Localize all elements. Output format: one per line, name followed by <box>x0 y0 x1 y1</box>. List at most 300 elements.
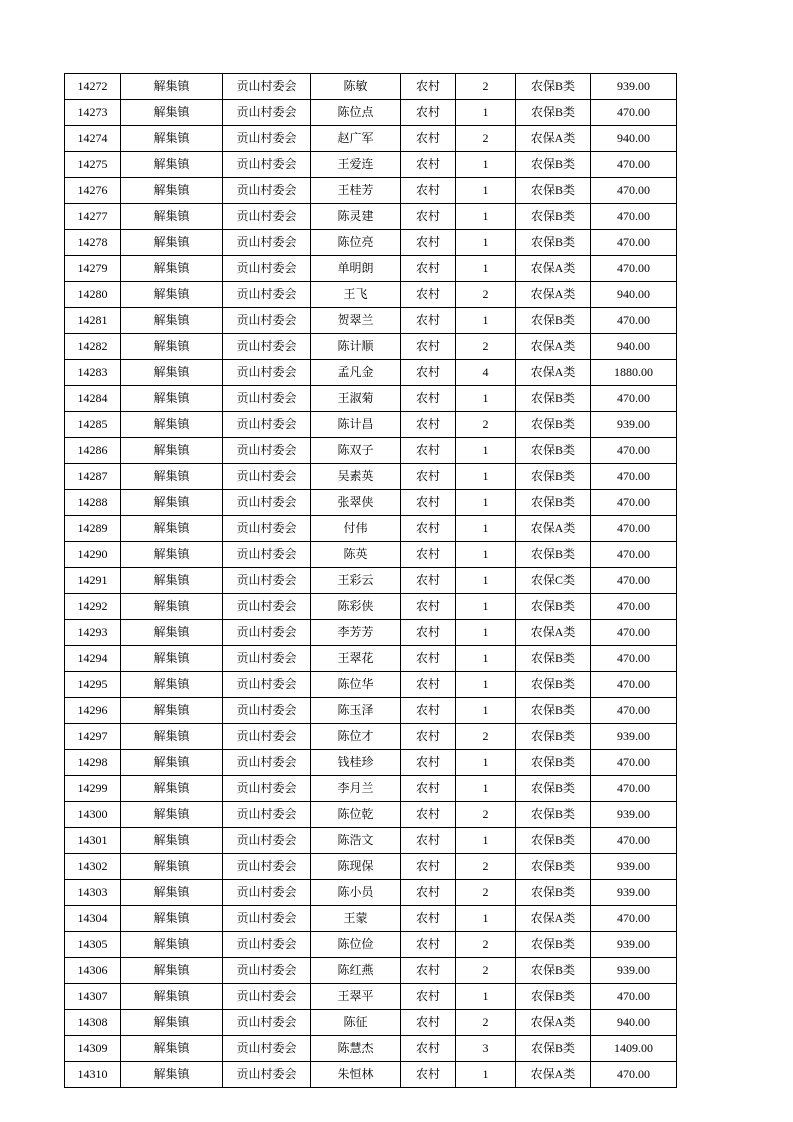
cell-amount: 470.00 <box>591 984 677 1010</box>
cell-town: 解集镇 <box>121 126 223 152</box>
cell-village: 贡山村委会 <box>223 386 311 412</box>
cell-amount: 470.00 <box>591 828 677 854</box>
cell-town: 解集镇 <box>121 1010 223 1036</box>
cell-town: 解集镇 <box>121 256 223 282</box>
cell-amount: 470.00 <box>591 516 677 542</box>
cell-village: 贡山村委会 <box>223 958 311 984</box>
cell-village: 贡山村委会 <box>223 542 311 568</box>
table-row <box>65 464 677 490</box>
cell-category: 农保B类 <box>516 386 591 412</box>
table-row <box>65 984 677 1010</box>
table-row <box>65 1036 677 1062</box>
cell-town: 解集镇 <box>121 906 223 932</box>
cell-id: 14304 <box>65 906 121 932</box>
cell-id: 14280 <box>65 282 121 308</box>
cell-town: 解集镇 <box>121 152 223 178</box>
cell-amount: 470.00 <box>591 308 677 334</box>
cell-village: 贡山村委会 <box>223 230 311 256</box>
cell-amount: 470.00 <box>591 386 677 412</box>
cell-residence: 农村 <box>401 672 456 698</box>
table-row <box>65 1010 677 1036</box>
cell-amount: 470.00 <box>591 178 677 204</box>
cell-count: 1 <box>456 386 516 412</box>
table-row <box>65 256 677 282</box>
cell-village: 贡山村委会 <box>223 204 311 230</box>
cell-category: 农保B类 <box>516 698 591 724</box>
cell-town: 解集镇 <box>121 828 223 854</box>
cell-id: 14299 <box>65 776 121 802</box>
cell-name: 陈双子 <box>311 438 401 464</box>
cell-count: 2 <box>456 74 516 100</box>
cell-village: 贡山村委会 <box>223 568 311 594</box>
cell-count: 1 <box>456 308 516 334</box>
cell-amount: 470.00 <box>591 152 677 178</box>
cell-name: 朱恒林 <box>311 1062 401 1088</box>
cell-village: 贡山村委会 <box>223 178 311 204</box>
cell-count: 2 <box>456 412 516 438</box>
cell-id: 14307 <box>65 984 121 1010</box>
cell-count: 1 <box>456 256 516 282</box>
cell-count: 1 <box>456 828 516 854</box>
table-row <box>65 672 677 698</box>
cell-amount: 939.00 <box>591 854 677 880</box>
cell-name: 陈慧杰 <box>311 1036 401 1062</box>
cell-category: 农保B类 <box>516 1036 591 1062</box>
cell-village: 贡山村委会 <box>223 880 311 906</box>
cell-town: 解集镇 <box>121 724 223 750</box>
cell-amount: 470.00 <box>591 672 677 698</box>
cell-category: 农保B类 <box>516 464 591 490</box>
cell-count: 2 <box>456 802 516 828</box>
cell-count: 1 <box>456 750 516 776</box>
cell-id: 14295 <box>65 672 121 698</box>
cell-town: 解集镇 <box>121 1036 223 1062</box>
cell-id: 14290 <box>65 542 121 568</box>
cell-category: 农保B类 <box>516 958 591 984</box>
cell-residence: 农村 <box>401 74 456 100</box>
cell-category: 农保B类 <box>516 854 591 880</box>
cell-amount: 939.00 <box>591 724 677 750</box>
cell-name: 陈敏 <box>311 74 401 100</box>
cell-residence: 农村 <box>401 880 456 906</box>
cell-id: 14291 <box>65 568 121 594</box>
cell-count: 1 <box>456 178 516 204</box>
cell-id: 14309 <box>65 1036 121 1062</box>
cell-id: 14310 <box>65 1062 121 1088</box>
records-table <box>64 73 677 1088</box>
cell-count: 1 <box>456 1062 516 1088</box>
cell-count: 1 <box>456 542 516 568</box>
cell-name: 王爱连 <box>311 152 401 178</box>
cell-residence: 农村 <box>401 594 456 620</box>
cell-count: 1 <box>456 230 516 256</box>
cell-residence: 农村 <box>401 698 456 724</box>
cell-id: 14301 <box>65 828 121 854</box>
cell-village: 贡山村委会 <box>223 412 311 438</box>
table-row <box>65 828 677 854</box>
cell-town: 解集镇 <box>121 516 223 542</box>
cell-name: 陈计顺 <box>311 334 401 360</box>
cell-residence: 农村 <box>401 178 456 204</box>
cell-name: 王淑菊 <box>311 386 401 412</box>
cell-name: 陈红燕 <box>311 958 401 984</box>
cell-village: 贡山村委会 <box>223 464 311 490</box>
cell-village: 贡山村委会 <box>223 126 311 152</box>
cell-id: 14284 <box>65 386 121 412</box>
cell-id: 14306 <box>65 958 121 984</box>
cell-amount: 470.00 <box>591 464 677 490</box>
cell-count: 1 <box>456 464 516 490</box>
cell-category: 农保A类 <box>516 256 591 282</box>
cell-amount: 939.00 <box>591 932 677 958</box>
cell-amount: 470.00 <box>591 906 677 932</box>
cell-town: 解集镇 <box>121 698 223 724</box>
cell-town: 解集镇 <box>121 594 223 620</box>
cell-id: 14298 <box>65 750 121 776</box>
cell-village: 贡山村委会 <box>223 646 311 672</box>
cell-residence: 农村 <box>401 308 456 334</box>
cell-id: 14286 <box>65 438 121 464</box>
cell-category: 农保B类 <box>516 646 591 672</box>
cell-town: 解集镇 <box>121 308 223 334</box>
cell-id: 14293 <box>65 620 121 646</box>
cell-count: 2 <box>456 126 516 152</box>
cell-id: 14294 <box>65 646 121 672</box>
cell-id: 14278 <box>65 230 121 256</box>
cell-residence: 农村 <box>401 490 456 516</box>
cell-town: 解集镇 <box>121 568 223 594</box>
cell-category: 农保A类 <box>516 906 591 932</box>
cell-category: 农保B类 <box>516 672 591 698</box>
cell-residence: 农村 <box>401 516 456 542</box>
cell-residence: 农村 <box>401 828 456 854</box>
cell-count: 1 <box>456 152 516 178</box>
cell-amount: 470.00 <box>591 776 677 802</box>
cell-village: 贡山村委会 <box>223 906 311 932</box>
table-row <box>65 750 677 776</box>
cell-category: 农保B类 <box>516 724 591 750</box>
cell-village: 贡山村委会 <box>223 984 311 1010</box>
cell-id: 14273 <box>65 100 121 126</box>
cell-name: 陈彩侠 <box>311 594 401 620</box>
cell-id: 14277 <box>65 204 121 230</box>
cell-name: 王飞 <box>311 282 401 308</box>
cell-category: 农保B类 <box>516 230 591 256</box>
cell-village: 贡山村委会 <box>223 854 311 880</box>
cell-category: 农保A类 <box>516 1062 591 1088</box>
cell-residence: 农村 <box>401 412 456 438</box>
cell-amount: 1409.00 <box>591 1036 677 1062</box>
table-row <box>65 724 677 750</box>
cell-town: 解集镇 <box>121 230 223 256</box>
cell-village: 贡山村委会 <box>223 438 311 464</box>
cell-village: 贡山村委会 <box>223 308 311 334</box>
table-row <box>65 282 677 308</box>
cell-category: 农保B类 <box>516 204 591 230</box>
cell-amount: 939.00 <box>591 412 677 438</box>
cell-id: 14292 <box>65 594 121 620</box>
cell-residence: 农村 <box>401 906 456 932</box>
table-row <box>65 906 677 932</box>
cell-town: 解集镇 <box>121 334 223 360</box>
cell-count: 3 <box>456 1036 516 1062</box>
cell-village: 贡山村委会 <box>223 490 311 516</box>
cell-residence: 农村 <box>401 932 456 958</box>
cell-count: 1 <box>456 776 516 802</box>
cell-amount: 470.00 <box>591 1062 677 1088</box>
cell-name: 陈位亮 <box>311 230 401 256</box>
cell-amount: 940.00 <box>591 126 677 152</box>
table-row <box>65 204 677 230</box>
cell-id: 14303 <box>65 880 121 906</box>
cell-name: 陈征 <box>311 1010 401 1036</box>
cell-village: 贡山村委会 <box>223 594 311 620</box>
cell-amount: 940.00 <box>591 1010 677 1036</box>
table-row <box>65 74 677 100</box>
cell-village: 贡山村委会 <box>223 334 311 360</box>
cell-name: 王翠平 <box>311 984 401 1010</box>
cell-category: 农保B类 <box>516 178 591 204</box>
table-row <box>65 126 677 152</box>
cell-town: 解集镇 <box>121 412 223 438</box>
cell-amount: 939.00 <box>591 958 677 984</box>
table-row <box>65 438 677 464</box>
cell-name: 李芳芳 <box>311 620 401 646</box>
cell-residence: 农村 <box>401 152 456 178</box>
cell-id: 14300 <box>65 802 121 828</box>
cell-amount: 470.00 <box>591 230 677 256</box>
cell-id: 14308 <box>65 1010 121 1036</box>
table-row <box>65 1062 677 1088</box>
cell-id: 14289 <box>65 516 121 542</box>
cell-town: 解集镇 <box>121 386 223 412</box>
cell-id: 14272 <box>65 74 121 100</box>
table-row <box>65 958 677 984</box>
cell-id: 14282 <box>65 334 121 360</box>
cell-category: 农保B类 <box>516 880 591 906</box>
cell-category: 农保A类 <box>516 126 591 152</box>
cell-name: 陈位俭 <box>311 932 401 958</box>
cell-town: 解集镇 <box>121 360 223 386</box>
cell-category: 农保B类 <box>516 802 591 828</box>
cell-category: 农保B类 <box>516 152 591 178</box>
table-row <box>65 542 677 568</box>
table-row <box>65 568 677 594</box>
cell-amount: 1880.00 <box>591 360 677 386</box>
cell-town: 解集镇 <box>121 100 223 126</box>
cell-residence: 农村 <box>401 282 456 308</box>
cell-town: 解集镇 <box>121 74 223 100</box>
cell-amount: 470.00 <box>591 750 677 776</box>
cell-village: 贡山村委会 <box>223 802 311 828</box>
cell-town: 解集镇 <box>121 958 223 984</box>
cell-town: 解集镇 <box>121 802 223 828</box>
cell-name: 付伟 <box>311 516 401 542</box>
cell-category: 农保B类 <box>516 828 591 854</box>
cell-residence: 农村 <box>401 256 456 282</box>
cell-count: 1 <box>456 568 516 594</box>
cell-residence: 农村 <box>401 542 456 568</box>
cell-name: 钱桂珍 <box>311 750 401 776</box>
cell-amount: 470.00 <box>591 594 677 620</box>
table-row <box>65 178 677 204</box>
cell-residence: 农村 <box>401 230 456 256</box>
cell-category: 农保B类 <box>516 984 591 1010</box>
cell-id: 14288 <box>65 490 121 516</box>
cell-amount: 470.00 <box>591 256 677 282</box>
cell-residence: 农村 <box>401 984 456 1010</box>
cell-count: 2 <box>456 932 516 958</box>
cell-name: 陈英 <box>311 542 401 568</box>
cell-residence: 农村 <box>401 802 456 828</box>
cell-count: 2 <box>456 880 516 906</box>
table-row <box>65 490 677 516</box>
cell-name: 单明朗 <box>311 256 401 282</box>
cell-village: 贡山村委会 <box>223 776 311 802</box>
cell-residence: 农村 <box>401 750 456 776</box>
cell-id: 14285 <box>65 412 121 438</box>
cell-category: 农保B类 <box>516 74 591 100</box>
cell-id: 14302 <box>65 854 121 880</box>
cell-category: 农保B类 <box>516 932 591 958</box>
cell-village: 贡山村委会 <box>223 698 311 724</box>
cell-category: 农保B类 <box>516 594 591 620</box>
cell-id: 14305 <box>65 932 121 958</box>
cell-town: 解集镇 <box>121 204 223 230</box>
cell-residence: 农村 <box>401 204 456 230</box>
cell-count: 4 <box>456 360 516 386</box>
cell-id: 14275 <box>65 152 121 178</box>
table-row <box>65 776 677 802</box>
cell-village: 贡山村委会 <box>223 1062 311 1088</box>
cell-count: 2 <box>456 282 516 308</box>
cell-village: 贡山村委会 <box>223 932 311 958</box>
cell-name: 陈位点 <box>311 100 401 126</box>
cell-count: 1 <box>456 594 516 620</box>
cell-town: 解集镇 <box>121 438 223 464</box>
cell-amount: 470.00 <box>591 698 677 724</box>
cell-count: 2 <box>456 334 516 360</box>
cell-town: 解集镇 <box>121 620 223 646</box>
cell-id: 14283 <box>65 360 121 386</box>
cell-category: 农保A类 <box>516 516 591 542</box>
cell-village: 贡山村委会 <box>223 256 311 282</box>
cell-category: 农保A类 <box>516 1010 591 1036</box>
table-row <box>65 516 677 542</box>
cell-village: 贡山村委会 <box>223 620 311 646</box>
cell-village: 贡山村委会 <box>223 672 311 698</box>
cell-category: 农保B类 <box>516 438 591 464</box>
cell-count: 1 <box>456 100 516 126</box>
table-row <box>65 932 677 958</box>
cell-name: 李月兰 <box>311 776 401 802</box>
records-table-body <box>65 74 677 1088</box>
cell-village: 贡山村委会 <box>223 828 311 854</box>
cell-town: 解集镇 <box>121 464 223 490</box>
cell-residence: 农村 <box>401 126 456 152</box>
cell-name: 陈灵建 <box>311 204 401 230</box>
table-row <box>65 100 677 126</box>
cell-amount: 470.00 <box>591 100 677 126</box>
cell-residence: 农村 <box>401 100 456 126</box>
cell-town: 解集镇 <box>121 776 223 802</box>
table-row <box>65 308 677 334</box>
cell-village: 贡山村委会 <box>223 516 311 542</box>
cell-village: 贡山村委会 <box>223 724 311 750</box>
cell-name: 陈位华 <box>311 672 401 698</box>
cell-name: 赵广军 <box>311 126 401 152</box>
cell-town: 解集镇 <box>121 282 223 308</box>
table-row <box>65 646 677 672</box>
table-row <box>65 360 677 386</box>
cell-count: 1 <box>456 984 516 1010</box>
cell-residence: 农村 <box>401 854 456 880</box>
cell-category: 农保A类 <box>516 620 591 646</box>
cell-id: 14287 <box>65 464 121 490</box>
cell-town: 解集镇 <box>121 880 223 906</box>
cell-town: 解集镇 <box>121 854 223 880</box>
cell-id: 14276 <box>65 178 121 204</box>
cell-residence: 农村 <box>401 958 456 984</box>
cell-count: 1 <box>456 906 516 932</box>
cell-count: 1 <box>456 620 516 646</box>
cell-name: 王桂芳 <box>311 178 401 204</box>
cell-residence: 农村 <box>401 1062 456 1088</box>
cell-name: 贺翠兰 <box>311 308 401 334</box>
cell-category: 农保A类 <box>516 360 591 386</box>
cell-village: 贡山村委会 <box>223 152 311 178</box>
cell-amount: 470.00 <box>591 620 677 646</box>
cell-residence: 农村 <box>401 1010 456 1036</box>
cell-village: 贡山村委会 <box>223 750 311 776</box>
cell-name: 陈浩文 <box>311 828 401 854</box>
table-row <box>65 802 677 828</box>
cell-id: 14274 <box>65 126 121 152</box>
cell-name: 张翠侠 <box>311 490 401 516</box>
cell-id: 14281 <box>65 308 121 334</box>
table-row <box>65 412 677 438</box>
cell-village: 贡山村委会 <box>223 74 311 100</box>
cell-town: 解集镇 <box>121 984 223 1010</box>
cell-name: 孟凡金 <box>311 360 401 386</box>
table-row <box>65 386 677 412</box>
cell-category: 农保B类 <box>516 542 591 568</box>
cell-count: 2 <box>456 724 516 750</box>
cell-town: 解集镇 <box>121 1062 223 1088</box>
table-row <box>65 334 677 360</box>
cell-id: 14297 <box>65 724 121 750</box>
cell-village: 贡山村委会 <box>223 1036 311 1062</box>
cell-residence: 农村 <box>401 1036 456 1062</box>
cell-residence: 农村 <box>401 360 456 386</box>
cell-amount: 939.00 <box>591 880 677 906</box>
cell-amount: 470.00 <box>591 646 677 672</box>
cell-count: 1 <box>456 646 516 672</box>
cell-amount: 470.00 <box>591 204 677 230</box>
cell-category: 农保A类 <box>516 334 591 360</box>
cell-amount: 939.00 <box>591 802 677 828</box>
cell-name: 王翠花 <box>311 646 401 672</box>
cell-residence: 农村 <box>401 620 456 646</box>
cell-amount: 470.00 <box>591 438 677 464</box>
cell-name: 陈位乾 <box>311 802 401 828</box>
cell-residence: 农村 <box>401 438 456 464</box>
cell-count: 1 <box>456 516 516 542</box>
cell-category: 农保B类 <box>516 100 591 126</box>
cell-count: 1 <box>456 672 516 698</box>
cell-town: 解集镇 <box>121 646 223 672</box>
cell-count: 1 <box>456 698 516 724</box>
